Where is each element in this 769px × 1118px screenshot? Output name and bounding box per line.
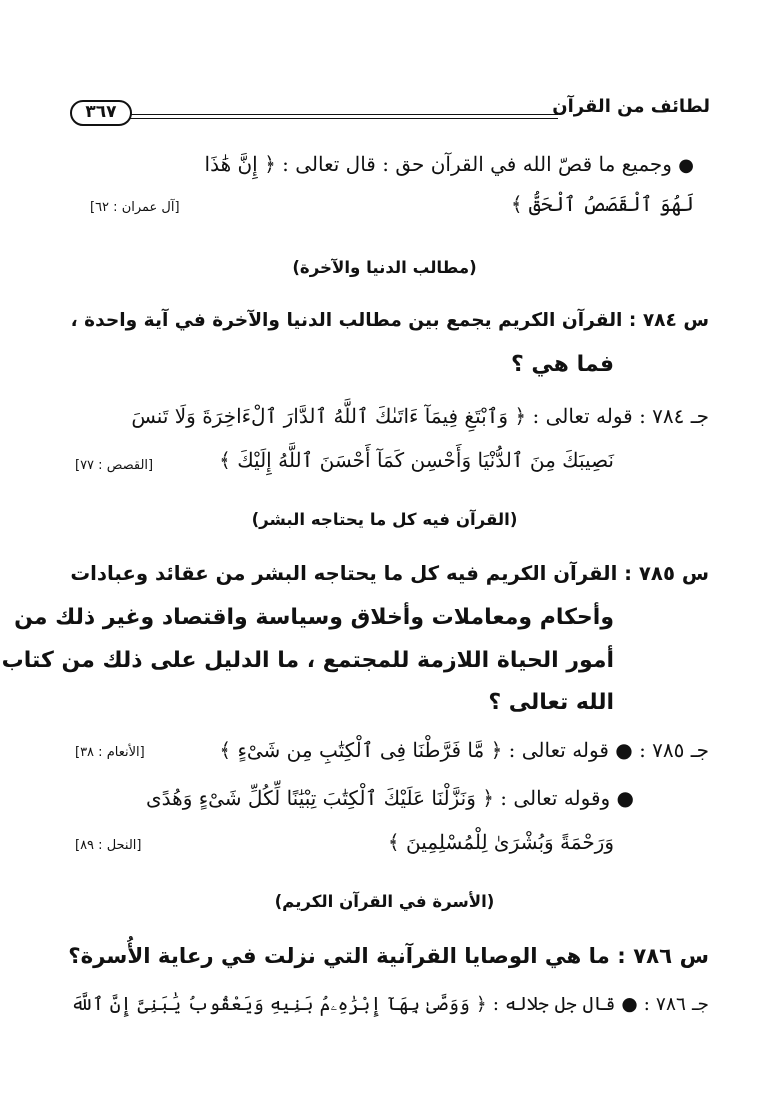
- answer-785-ref-2: [النحل : ٨٩]: [75, 838, 142, 853]
- bullet-icon: ●: [678, 155, 694, 176]
- intro-ref: [آل عمران : ٦٢]: [90, 200, 180, 215]
- question-785-line-4: الله تعالى ؟: [488, 690, 614, 715]
- page-header: [70, 96, 710, 136]
- question-785-line-3: أمور الحياة اللازمة للمجتمع ، ما الدليل على ذلك من كتاب: [1, 648, 614, 673]
- intro-line-1: [205, 152, 694, 176]
- answer-785-line-3: وَرَحْمَةً وَبُشْرَىٰ لِلْمُسْلِمِينَ ﴾: [387, 830, 614, 854]
- answer-785-ref-1: [الأنعام : ٣٨]: [75, 745, 145, 760]
- question-784-line-1: س ٧٨٤ : القرآن الكريم يجمع بين مطالب الدنيا والآخرة في آية واحدة ،: [70, 310, 709, 331]
- question-784-line-2: فما هي ؟: [510, 352, 614, 377]
- book-title: لطائف من القرآن: [552, 96, 710, 117]
- answer-786-line-1: جـ ٧٨٦ : ● قال جل جلاله : ﴿ وَوَصَّىٰ بِهَآ إِبْرَٰهِۦمُ بَنِيهِ وَيَعْقُوبُ يَٰبَنِىَّ إِنَّ ٱللَّهَ: [70, 994, 709, 1015]
- answer-784-line-1: جـ ٧٨٤ : قوله تعالى : ﴿ وَٱبْتَغِ فِيمَآ ءَاتَىٰكَ ٱللَّهُ ٱلدَّارَ ٱلْءَاخِرَةَ وَلَا تَنسَ: [131, 404, 709, 428]
- section-heading-1: (مطالب الدنيا والآخرة): [292, 258, 477, 277]
- header-rule: [130, 114, 558, 119]
- section-heading-3: (الأسرة في القرآن الكريم): [274, 892, 495, 911]
- answer-785-line-1: جـ ٧٨٥ : ● قوله تعالى : ﴿ مَّا فَرَّطْنَا فِى ٱلْكِتَٰبِ مِن شَىْءٍ ﴾: [219, 738, 709, 762]
- answer-785-line-2: ● وقوله تعالى : ﴿ وَنَزَّلْنَا عَلَيْكَ ٱلْكِتَٰبَ تِبْيَٰنًا لِّكُلِّ شَىْءٍ وَهُدًى: [146, 786, 634, 810]
- intro-line-2: لَهُوَ ٱلْقَصَصُ ٱلْحَقُّ ﴾: [510, 192, 694, 216]
- answer-784-ref: [القصص : ٧٧]: [75, 458, 154, 473]
- question-785-line-2: وأحكام ومعاملات وأخلاق وسياسة واقتصاد وغير ذلك من: [14, 605, 614, 630]
- question-786-line-1: س ٧٨٦ : ما هي الوصايا القرآنية التي نزلت في رعاية الأُسرة؟: [68, 944, 709, 969]
- section-heading-2: (القرآن فيه كل ما يحتاجه البشر): [251, 510, 518, 529]
- question-785-line-1: س ٧٨٥ : القرآن الكريم فيه كل ما يحتاجه البشر من عقائد وعبادات: [70, 562, 709, 585]
- intro-text-1: وجميع ما قصّ الله في القرآن حق : قال تعالى : ﴿ إِنَّ هَٰذَا: [204, 152, 672, 176]
- page-number: ٣٦٧: [70, 100, 132, 126]
- answer-784-line-2: نَصِيبَكَ مِنَ ٱلدُّنْيَا وَأَحْسِن كَمَآ أَحْسَنَ ٱللَّهُ إِلَيْكَ ﴾: [219, 448, 614, 472]
